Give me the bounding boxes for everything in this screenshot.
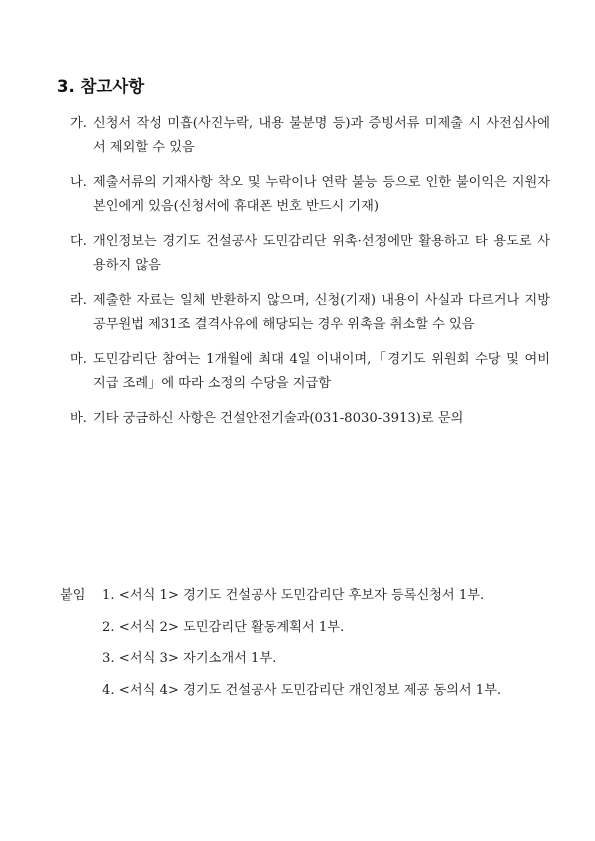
- note-text: 도민감리단 참여는 1개월에 최대 4일 이내이며,「경기도 위원회 수당 및 여비 지급 조례」에 따라 소정의 수당을 지급함: [93, 352, 550, 391]
- note-text: 개인정보는 경기도 건설공사 도민감리단 위촉·선정에만 활용하고 타 용도로 사용하지 않음: [93, 234, 550, 273]
- attachment-row: [60, 616, 550, 640]
- attachment-item: 4. <서식 4> 경기도 건설공사 도민감리단 개인정보 제공 동의서 1부.: [102, 682, 502, 698]
- note-item: [70, 112, 550, 160]
- note-item: [70, 171, 550, 219]
- note-marker: 마.: [70, 352, 87, 367]
- note-item: [70, 348, 550, 396]
- attachment-row: [60, 679, 550, 703]
- note-marker: 라.: [70, 293, 87, 308]
- note-text: 제출서류의 기재사항 착오 및 누락이나 연락 불능 등으로 인한 불이익은 지원자 본인에게 있음(신청서에 휴대폰 번호 반드시 기재): [93, 175, 550, 214]
- attachment-item: 3. <서식 3> 자기소개서 1부.: [102, 651, 277, 666]
- note-text: 제출한 자료는 일체 반환하지 않으며, 신청(기재) 내용이 사실과 다르거나 지방공무원법 제31조 결격사유에 해당되는 경우 위촉을 취소할 수 있음: [93, 293, 550, 332]
- attachment-row: [60, 647, 550, 671]
- note-text: 기타 궁금하신 사항은 건설안전기술과(031-8030-3913)로 문의: [93, 411, 464, 426]
- attachments-label: 붙임: [60, 588, 86, 603]
- note-marker: 다.: [70, 234, 87, 249]
- note-item: [70, 230, 550, 278]
- attachment-item: 2. <서식 2> 도민감리단 활동계획서 1부.: [102, 619, 345, 635]
- attachments-section: [60, 584, 550, 710]
- attachment-item: 1. <서식 1> 경기도 건설공사 도민감리단 후보자 등록신청서 1부.: [102, 588, 485, 603]
- note-item: [70, 289, 550, 337]
- notes-list: [70, 112, 550, 442]
- section-heading: 3. 참고사항: [57, 77, 145, 96]
- attachment-row: [60, 584, 550, 608]
- note-item: [70, 407, 550, 431]
- note-marker: 바.: [70, 411, 87, 426]
- note-marker: 나.: [70, 175, 87, 190]
- note-text: 신청서 작성 미흡(사진누락, 내용 불분명 등)과 증빙서류 미제출 시 사전심사에서 제외할 수 있음: [93, 116, 550, 155]
- note-marker: 가.: [70, 116, 87, 131]
